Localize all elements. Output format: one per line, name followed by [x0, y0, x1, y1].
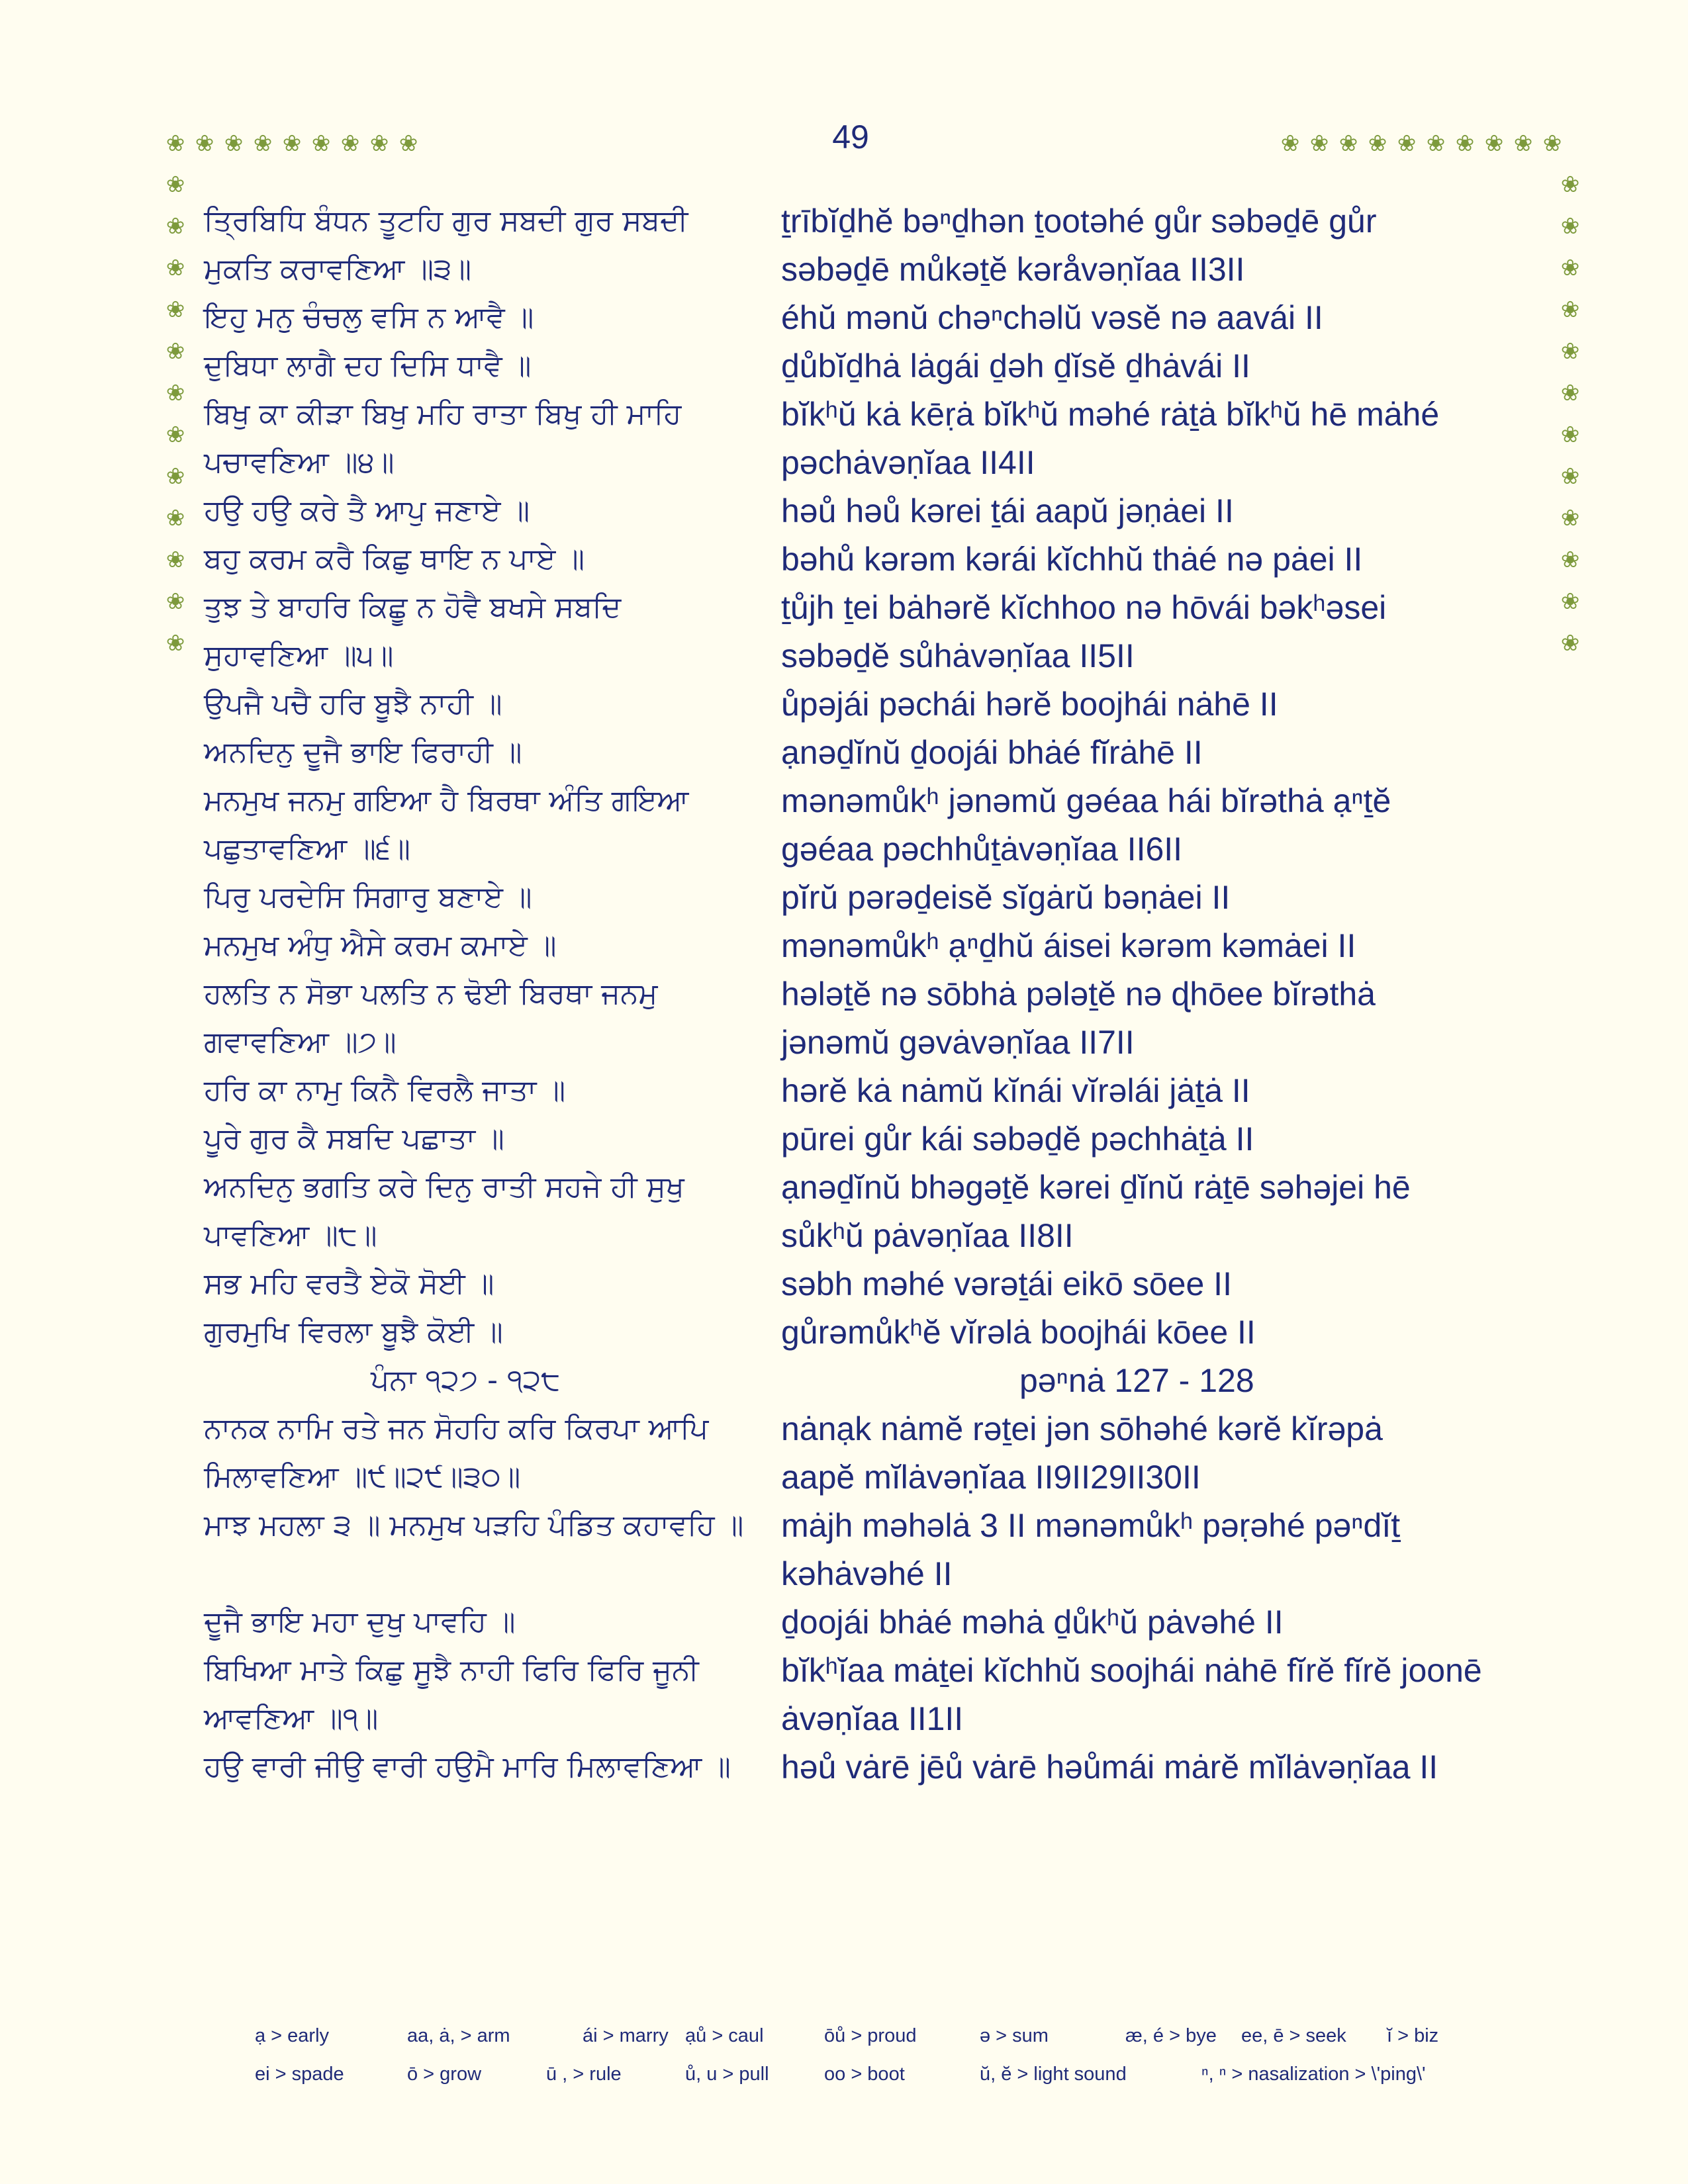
legend-item: ŭ, ĕ > light sound — [980, 2064, 1127, 2085]
transliteration-text: ạnəḏĭnŭ ḏoojái bhȧé fĭrȧhē II — [781, 734, 1203, 771]
transliteration-text: nȧnạk nȧmĕ rəṯei jən sōhəhé kərĕ kĭrəpȧ — [781, 1410, 1383, 1447]
transliteration-text: aapĕ mĭlȧvəṇĭaa II9II29II30II — [781, 1459, 1201, 1496]
gurmukhi-text: ਸਭ ਮਹਿ ਵਰਤੈ ਏਕੋ ਸੋਈ ॥ — [204, 1267, 494, 1300]
transliteration-text: ȧvəṇĭaa II1II — [781, 1700, 964, 1737]
transliteration-text: éhŭ mənŭ chəⁿchəlŭ vəsĕ nə aavái II — [781, 299, 1323, 336]
gurmukhi-text: ਨਾਨਕ ਨਾਮਿ ਰਤੇ ਜਨ ਸੋਹਹਿ ਕਰਿ ਕਿਰਪਾ ਆਪਿ — [204, 1412, 709, 1445]
transliteration-text: bĭkʰĭaa mȧṯei kĭchhŭ soojhái nȧhē fĭrĕ fĭrĕ joonē — [781, 1652, 1482, 1689]
transliteration-text: jənəmŭ gəvȧvəṇĭaa II7II — [781, 1024, 1135, 1061]
flower-icon: ❀ — [165, 422, 185, 448]
gurmukhi-text: ਉਪਜੈ ਪਚੈ ਹਰਿ ਬੂਝੈ ਨਾਹੀ ॥ — [204, 687, 502, 721]
transliteration-text: hələṯĕ nə sōbhȧ pələṯĕ nə ɖhōee bĭrəthȧ — [781, 976, 1376, 1013]
transliteration-text: səbəḏē můkəṯĕ kəråvəṇĭaa II3II — [781, 251, 1245, 288]
legend-item: ĭ > biz — [1387, 2025, 1439, 2046]
transliteration-text: gəéaa pəchhůṯȧvəṇĭaa II6II — [781, 831, 1183, 868]
gurmukhi-text: ਮਨਮੁਖ ਜਨਮੁ ਗਇਆ ਹੈ ਬਿਰਥਾ ਅੰਤਿ ਗਇਆ — [204, 784, 689, 817]
flower-icon: ❀ — [1397, 130, 1417, 157]
flower-icon: ❀ — [1560, 338, 1580, 365]
gurmukhi-text: ਪਿਰੁ ਪਰਦੇਸਿ ਸਿਗਾਰੁ ਬਣਾਏ ॥ — [204, 880, 532, 914]
flower-icon: ❀ — [1484, 130, 1504, 157]
gurmukhi-text: ਮੁਕਤਿ ਕਰਾਵਣਿਆ ॥੩॥ — [204, 252, 472, 286]
legend-item: æ, é > bye — [1125, 2025, 1217, 2046]
transliteration-text: ṯrībĭḏhĕ bəⁿḏhən ṯootəhé gůr səbəḏē gůr — [781, 203, 1377, 240]
gurmukhi-text: ਆਵਣਿਆ ॥੧॥ — [204, 1702, 379, 1735]
flower-icon: ❀ — [1560, 630, 1580, 657]
gurmukhi-text: ਬਹੁ ਕਰਮ ਕਰੈ ਕਿਛੁ ਥਾਇ ਨ ਪਾਏ ॥ — [204, 542, 585, 576]
transliteration-text: gůrəmůkʰĕ vĭrəlȧ boojhái kōee II — [781, 1314, 1256, 1351]
flower-icon: ❀ — [1560, 422, 1580, 448]
flower-icon: ❀ — [369, 130, 389, 157]
gurmukhi-text: ਅਨਦਿਨੁ ਭਗਤਿ ਕਰੇ ਦਿਨੁ ਰਾਤੀ ਸਹਜੇ ਹੀ ਸੁਖੁ — [204, 1170, 684, 1204]
transliteration-text: kəhȧvəhé II — [781, 1555, 953, 1592]
transliteration-text: ḏoojái bhȧé məhȧ ḏůkʰŭ pȧvəhé II — [781, 1604, 1284, 1641]
legend-item: ạ > early — [255, 2025, 330, 2046]
gurmukhi-text: ਦੂਜੈ ਭਾਇ ਮਹਾ ਦੁਖੁ ਪਾਵਹਿ ॥ — [204, 1605, 516, 1639]
flower-icon: ❀ — [1560, 463, 1580, 490]
gurmukhi-text: ਅਨਦਿਨੁ ਦੂਜੈ ਭਾਇ ਫਿਰਾਹੀ ॥ — [204, 735, 522, 769]
flower-icon: ❀ — [1560, 547, 1580, 573]
flower-icon: ❀ — [165, 255, 185, 281]
transliteration-text: ḏůbĭḏhȧ lȧgái ḏəh ḏĭsĕ ḏhȧvái II — [781, 347, 1250, 385]
transliteration-text: pəⁿnȧ 127 - 128 — [1019, 1362, 1254, 1399]
gurmukhi-text: ਦੁਬਿਧਾ ਲਾਗੈ ਦਹ ਦਿਸਿ ਧਾਵੈ ॥ — [204, 349, 532, 383]
transliteration-text: bĭkʰŭ kȧ kēṛȧ bĭkʰŭ məhé rȧṯȧ bĭkʰŭ hē mȧhé — [781, 396, 1440, 433]
flower-icon: ❀ — [165, 171, 185, 198]
legend-row — [255, 2064, 1513, 2102]
flower-icon: ❀ — [165, 630, 185, 657]
flower-icon: ❀ — [165, 463, 185, 490]
gurmukhi-text: ਤ੍ਰਿਬਿਧਿ ਬੰਧਨ ਤੂਟਹਿ ਗੁਰ ਸਬਦੀ ਗੁਰ ਸਬਦੀ — [204, 204, 688, 238]
transliteration-text: mənəmůkʰ ạⁿḏhŭ áisei kərəm kəmȧei II — [781, 927, 1356, 964]
transliteration-text: ṯůjh ṯei bȧhərĕ kĭchhoo nə hōvái bəkʰəsei — [781, 589, 1387, 626]
legend-item: oo > boot — [824, 2064, 905, 2085]
legend-item: ei > spade — [255, 2064, 344, 2085]
flower-icon: ❀ — [1455, 130, 1475, 157]
flower-icon: ❀ — [1338, 130, 1358, 157]
gurmukhi-text: ਪੰਨਾ ੧੨੭ - ੧੨੮ — [371, 1363, 561, 1397]
flower-icon: ❀ — [1560, 588, 1580, 615]
flower-icon: ❀ — [282, 130, 302, 157]
gurmukhi-text: ਇਹੁ ਮਨੁ ਚੰਚਲੁ ਵਸਿ ਨ ਆਵੈ ॥ — [204, 300, 534, 334]
legend-item: ū , > rule — [546, 2064, 622, 2085]
legend-item: ạů > caul — [685, 2025, 764, 2046]
gurmukhi-text: ਮਾਝ ਮਹਲਾ ੩ ॥ ਮਨਮੁਖ ਪੜਹਿ ਪੰਡਿਤ ਕਹਾਵਹਿ ॥ — [204, 1508, 744, 1542]
transliteration-text: həů vȧrē jēů vȧrē həůmái mȧrĕ mĭlȧvəṇĭaa II — [781, 1749, 1438, 1786]
transliteration-text: həů həů kərei ṯái aapŭ jəṇȧei II — [781, 492, 1234, 529]
gurmukhi-text: ਪੂਰੇ ਗੁਰ ਕੈ ਸਬਦਿ ਪਛਾਤਾ ॥ — [204, 1122, 504, 1156]
legend-item: ⁿ, ⁿ > nasalization > \'ping\' — [1201, 2064, 1426, 2085]
gurmukhi-text: ਸੁਹਾਵਣਿਆ ॥੫॥ — [204, 639, 394, 672]
flower-icon: ❀ — [311, 130, 331, 157]
gurmukhi-text: ਬਿਖੁ ਕਾ ਕੀੜਾ ਬਿਖੁ ਮਹਿ ਰਾਤਾ ਬਿਖੁ ਹੀ ਮਾਹਿ — [204, 397, 682, 431]
flower-icon: ❀ — [165, 588, 185, 615]
flower-icon: ❀ — [1280, 130, 1300, 157]
flower-icon: ❀ — [1426, 130, 1446, 157]
gurmukhi-text: ਹਉ ਵਾਰੀ ਜੀਉ ਵਾਰੀ ਹਉਮੈ ਮਾਰਿ ਮਿਲਾਵਣਿਆ ॥ — [204, 1750, 731, 1784]
flower-icon: ❀ — [1542, 130, 1562, 157]
legend-row — [255, 2025, 1513, 2064]
transliteration-text: pĭrŭ pərəḏeisĕ sĭgȧrŭ bəṇȧei II — [781, 879, 1231, 916]
flower-icon: ❀ — [165, 505, 185, 531]
transliteration-text: bəhů kərəm kərái kĭchhŭ thȧé nə pȧei II — [781, 541, 1363, 578]
flower-icon: ❀ — [224, 130, 244, 157]
transliteration-text: pūrei gůr kái səbəḏĕ pəchhȧṯȧ II — [781, 1120, 1254, 1158]
flower-icon: ❀ — [165, 380, 185, 406]
flower-icon: ❀ — [1560, 213, 1580, 240]
legend-item: ōů > proud — [824, 2025, 917, 2046]
transliteration-text: mənəmůkʰ jənəmŭ gəéaa hái bĭrəthȧ ạⁿṯĕ — [781, 782, 1391, 819]
legend-item: ái > marry — [583, 2025, 669, 2046]
legend-item: ə > sum — [980, 2025, 1049, 2046]
transliteration-text: sůkʰŭ pȧvəṇĭaa II8II — [781, 1217, 1074, 1254]
flower-icon: ❀ — [1560, 380, 1580, 406]
gurmukhi-text: ਮਿਲਾਵਣਿਆ ॥੯॥੨੯॥੩੦॥ — [204, 1460, 521, 1494]
flower-icon: ❀ — [253, 130, 273, 157]
legend-item: ō > grow — [407, 2064, 482, 2085]
flower-icon: ❀ — [165, 213, 185, 240]
transliteration-text: səbəḏĕ sůhȧvəṇĭaa II5II — [781, 637, 1135, 674]
flower-icon: ❀ — [1513, 130, 1533, 157]
flower-icon: ❀ — [1309, 130, 1329, 157]
flower-icon: ❀ — [399, 130, 418, 157]
gurmukhi-text: ਪਛੁਤਾਵਣਿਆ ॥੬॥ — [204, 832, 410, 866]
flower-icon: ❀ — [165, 130, 185, 157]
gurmukhi-text: ਪਾਵਣਿਆ ॥੮॥ — [204, 1218, 377, 1252]
page-number: 49 — [832, 118, 869, 156]
gurmukhi-text: ਪਚਾਵਣਿਆ ॥੪॥ — [204, 445, 395, 479]
flower-icon: ❀ — [1560, 171, 1580, 198]
flower-icon: ❀ — [195, 130, 214, 157]
flower-icon: ❀ — [1368, 130, 1387, 157]
gurmukhi-text: ਤੁਝ ਤੇ ਬਾਹਰਿ ਕਿਛੂ ਨ ਹੋਵੈ ਬਖਸੇ ਸਬਦਿ — [204, 590, 622, 624]
transliteration-text: hərĕ kȧ nȧmŭ kĭnái vĭrəlái jȧṯȧ II — [781, 1072, 1250, 1109]
transliteration-text: mȧjh məhəlȧ 3 II mənəmůkʰ pəṛəhé pəⁿdĭṯ — [781, 1507, 1401, 1544]
legend-item: ů, u > pull — [685, 2064, 769, 2085]
legend-item: aa, ȧ, > arm — [407, 2025, 510, 2046]
flower-icon: ❀ — [165, 547, 185, 573]
flower-icon: ❀ — [1560, 505, 1580, 531]
transliteration-text: səbh məhé vərəṯái eikō sōee II — [781, 1265, 1232, 1302]
gurmukhi-text: ਗੁਰਮੁਖਿ ਵਿਰਲਾ ਬੂਝੈ ਕੋਈ ॥ — [204, 1315, 503, 1349]
gurmukhi-text: ਗਵਾਵਣਿਆ ॥੭॥ — [204, 1025, 397, 1059]
flower-icon: ❀ — [165, 296, 185, 323]
gurmukhi-text: ਹਲਤਿ ਨ ਸੋਭਾ ਪਲਤਿ ਨ ਢੋਈ ਬਿਰਥਾ ਜਨਮੁ — [204, 977, 658, 1011]
transliteration-text: ạnəḏĭnŭ bhəgəṯĕ kərei ḏĭnŭ rȧṯē səhəjei hē — [781, 1169, 1411, 1206]
flower-icon: ❀ — [1560, 255, 1580, 281]
transliteration-text: pəchȧvəṇĭaa II4II — [781, 444, 1035, 481]
flower-icon: ❀ — [165, 338, 185, 365]
gurmukhi-text: ਹਉ ਹਉ ਕਰੇ ਤੈ ਆਪੁ ਜਣਾਏ ॥ — [204, 494, 530, 527]
flower-icon: ❀ — [340, 130, 360, 157]
gurmukhi-text: ਬਿਖਿਆ ਮਾਤੇ ਕਿਛੁ ਸੂਝੈ ਨਾਹੀ ਫਿਰਿ ਫਿਰਿ ਜੂਨੀ — [204, 1653, 699, 1687]
pronunciation-legend — [255, 2025, 1513, 2102]
gurmukhi-text: ਹਰਿ ਕਾ ਨਾਮੁ ਕਿਨੈ ਵਿਰਲੈ ਜਾਤਾ ॥ — [204, 1073, 566, 1107]
transliteration-text: ůpəjái pəchái hərĕ boojhái nȧhē II — [781, 686, 1278, 723]
gurmukhi-text: ਮਨਮੁਖ ਅੰਧੁ ਐਸੇ ਕਰਮ ਕਮਾਏ ॥ — [204, 929, 557, 962]
flower-icon: ❀ — [1560, 296, 1580, 323]
legend-item: ee, ē > seek — [1241, 2025, 1346, 2046]
